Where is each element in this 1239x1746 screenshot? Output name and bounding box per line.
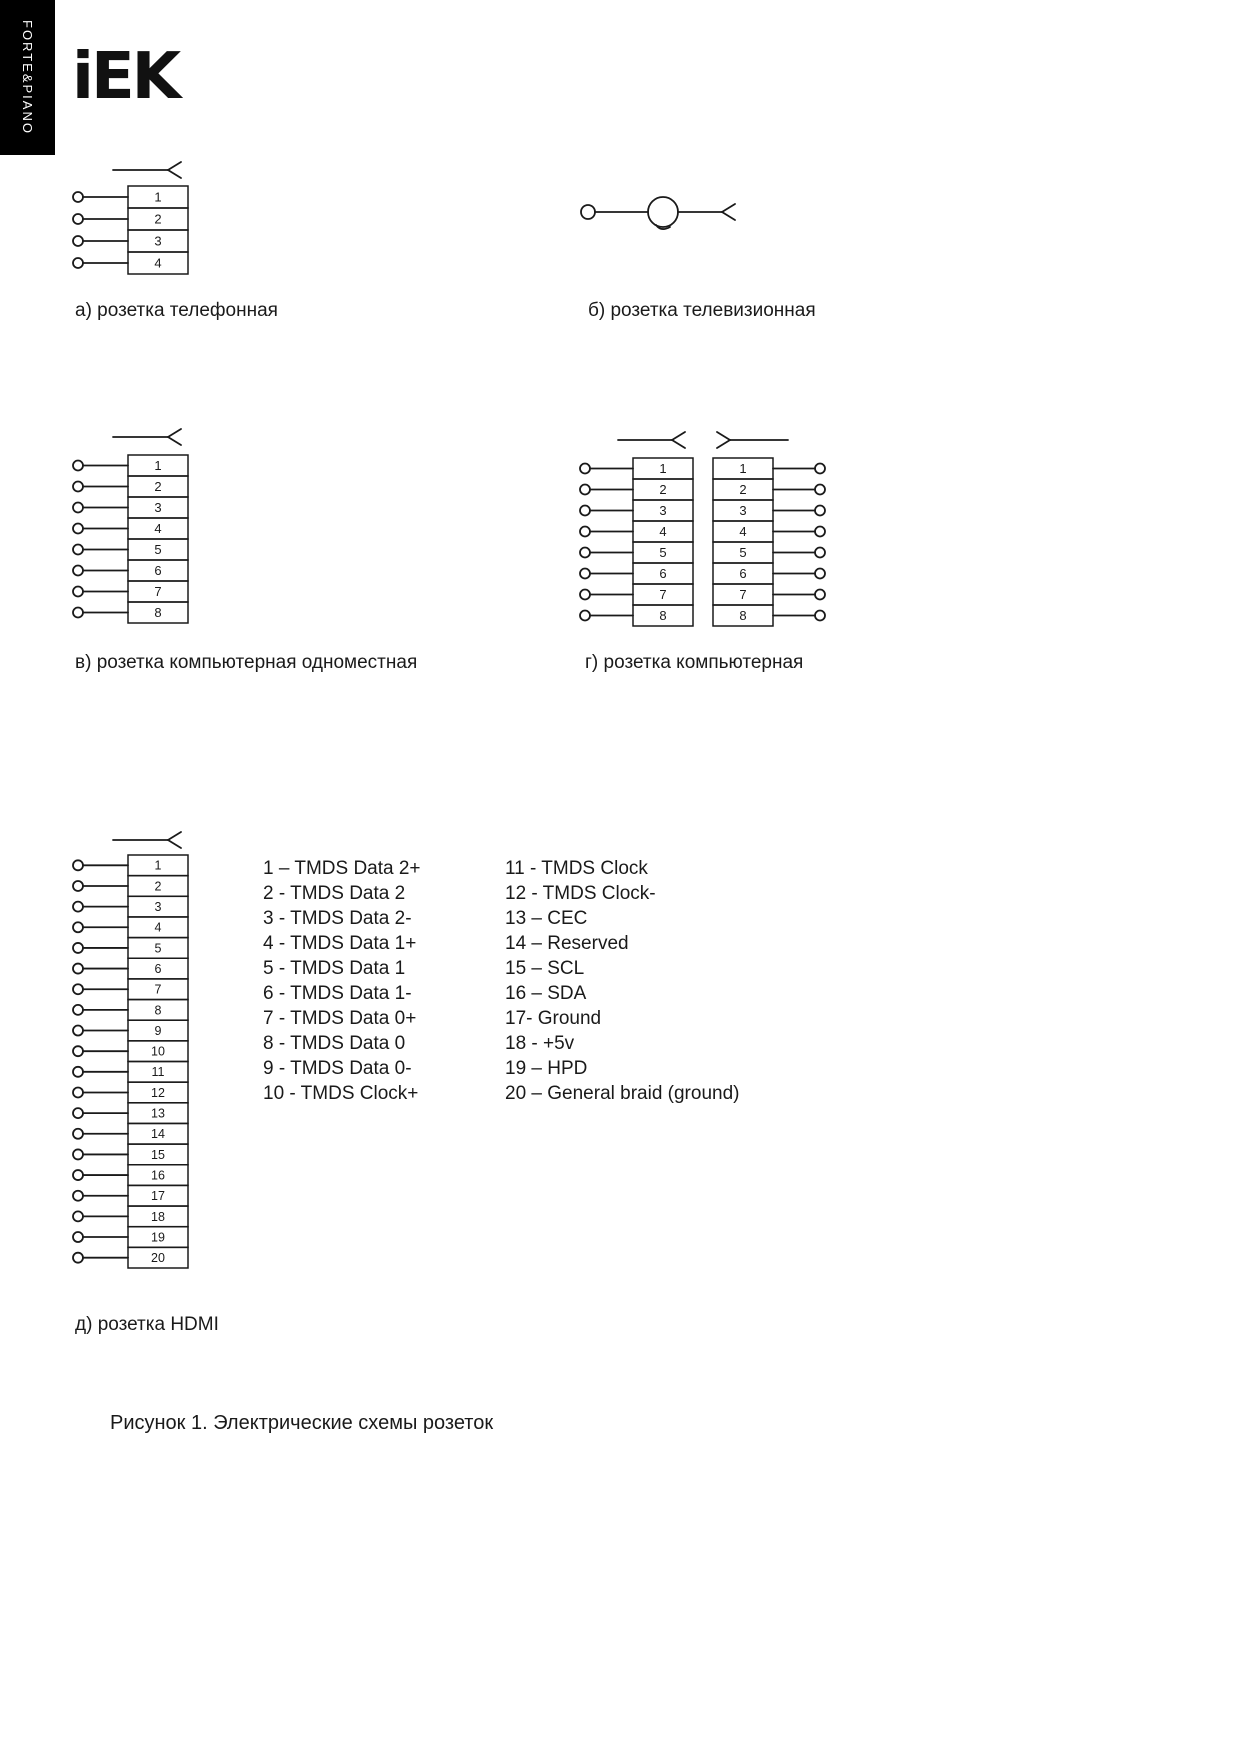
pin-row — [73, 1247, 188, 1268]
pin-row — [73, 252, 188, 274]
pin-terminal-icon — [581, 205, 595, 219]
hdmi-legend-item: 8 - TMDS Data 0 — [263, 1033, 406, 1054]
hdmi-legend-item: 3 - TMDS Data 2- — [263, 908, 412, 929]
pin-number: 2 — [154, 211, 162, 227]
hdmi-legend-item: 15 – SCL — [505, 958, 585, 979]
hdmi-legend-item: 19 – HPD — [505, 1058, 588, 1079]
pin-row — [73, 1000, 188, 1021]
pin-number: 17 — [151, 1189, 165, 1204]
hdmi-legend-item: 9 - TMDS Data 0- — [263, 1058, 412, 1079]
pin-row — [73, 896, 188, 917]
telephone-socket-diagram — [60, 155, 205, 285]
pin-terminal-icon — [73, 1170, 83, 1180]
pin-row — [713, 584, 825, 605]
pin-number: 1 — [154, 858, 162, 873]
pin-terminal-icon — [73, 1108, 83, 1118]
pin-row — [580, 521, 693, 542]
hdmi-legend-item: 13 – CEC — [505, 908, 588, 929]
pin-terminal-icon — [73, 860, 83, 870]
pin-terminal-icon — [580, 590, 590, 600]
pin-number: 8 — [739, 608, 747, 624]
hdmi-legend-item: 16 – SDA — [505, 983, 587, 1004]
pin-number: 13 — [151, 1106, 165, 1121]
pin-number: 2 — [739, 482, 747, 498]
pin-terminal-icon — [73, 1005, 83, 1015]
pin-row — [73, 979, 188, 1000]
pin-terminal-icon — [815, 548, 825, 558]
pin-row — [73, 1144, 188, 1165]
pin-terminal-icon — [73, 566, 83, 576]
hdmi-legend-item: 11 - TMDS Clock — [505, 858, 648, 879]
pin-number: 6 — [154, 563, 162, 579]
pin-row — [73, 497, 188, 518]
hdmi-socket-diagram — [60, 820, 205, 1275]
computer-socket-single-diagram — [60, 420, 205, 635]
pin-row — [73, 560, 188, 581]
pin-terminal-icon — [73, 258, 83, 268]
pin-row — [73, 1041, 188, 1062]
pin-row — [73, 1020, 188, 1041]
pin-terminal-icon — [815, 485, 825, 495]
tv-socket-diagram — [570, 185, 760, 245]
pin-terminal-icon — [73, 545, 83, 555]
pin-row — [73, 476, 188, 497]
pin-terminal-icon — [73, 881, 83, 891]
pin-row — [73, 1062, 188, 1083]
pin-terminal-icon — [580, 611, 590, 621]
pin-row — [73, 917, 188, 938]
pin-terminal-icon — [815, 569, 825, 579]
pin-row — [73, 1185, 188, 1206]
pin-terminal-icon — [73, 1211, 83, 1221]
diagram-a-label: а) розетка телефонная — [75, 300, 278, 321]
hdmi-legend-item: 14 – Reserved — [505, 933, 629, 954]
pin-terminal-icon — [73, 1046, 83, 1056]
hdmi-legend-item: 10 - TMDS Clock+ — [263, 1083, 419, 1104]
hdmi-legend-item: 4 - TMDS Data 1+ — [263, 933, 417, 954]
pin-number: 5 — [154, 941, 162, 956]
pin-terminal-icon — [580, 548, 590, 558]
pin-row — [580, 479, 693, 500]
pin-terminal-icon — [73, 1253, 83, 1263]
pin-terminal-icon — [73, 236, 83, 246]
pin-row — [73, 208, 188, 230]
figure-caption: Рисунок 1. Электрические схемы розеток — [110, 1412, 494, 1434]
pin-box — [580, 458, 693, 626]
pin-row — [73, 186, 188, 208]
pin-terminal-icon — [73, 503, 83, 513]
pin-row — [73, 1082, 188, 1103]
pin-box — [713, 458, 825, 626]
pin-terminal-icon — [73, 524, 83, 534]
pin-row — [73, 518, 188, 539]
pin-number: 8 — [154, 1003, 162, 1018]
plug-symbol — [113, 162, 181, 178]
pin-row — [73, 230, 188, 252]
pin-number: 7 — [154, 584, 162, 600]
pin-terminal-icon — [815, 527, 825, 537]
pin-terminal-icon — [73, 214, 83, 224]
diagram-d-label: д) розетка HDMI — [75, 1314, 219, 1335]
pin-row — [713, 542, 825, 563]
pin-row — [73, 539, 188, 560]
brand-spine-text: FORTE&PIANO — [20, 20, 35, 135]
pin-number: 15 — [151, 1147, 165, 1162]
pin-row — [73, 938, 188, 959]
pin-number: 7 — [739, 587, 747, 603]
pin-terminal-icon — [73, 461, 83, 471]
pin-row — [73, 1206, 188, 1227]
pin-number: 1 — [154, 189, 162, 205]
pin-terminal-icon — [815, 506, 825, 516]
hdmi-legend-item: 12 - TMDS Clock- — [505, 883, 656, 904]
pin-terminal-icon — [580, 569, 590, 579]
pin-row — [713, 458, 825, 479]
pin-terminal-icon — [73, 1067, 83, 1077]
pin-number: 14 — [151, 1127, 165, 1142]
pin-box — [73, 186, 188, 274]
pin-terminal-icon — [73, 1149, 83, 1159]
pin-number: 12 — [151, 1085, 165, 1100]
pin-row — [73, 1123, 188, 1144]
hdmi-legend-item: 18 - +5v — [505, 1033, 575, 1054]
iek-logo: iEK — [72, 40, 179, 114]
pin-number: 4 — [739, 524, 747, 540]
pin-terminal-icon — [73, 1026, 83, 1036]
pin-number: 4 — [154, 255, 162, 271]
pin-row — [73, 455, 188, 476]
pin-number: 7 — [154, 982, 162, 997]
pin-row — [713, 500, 825, 521]
hdmi-legend-item: 5 - TMDS Data 1 — [263, 958, 406, 979]
pin-box — [73, 855, 188, 1268]
plug-symbol — [717, 432, 788, 448]
pin-number: 1 — [739, 461, 747, 477]
pin-row — [713, 563, 825, 584]
diagram-b-label: б) розетка телевизионная — [588, 300, 816, 321]
pin-terminal-icon — [73, 1191, 83, 1201]
pin-row — [73, 876, 188, 897]
pin-number: 6 — [154, 961, 162, 976]
hdmi-legend-item: 17- Ground — [505, 1008, 602, 1029]
pin-terminal-icon — [73, 943, 83, 953]
pin-terminal-icon — [73, 1129, 83, 1139]
pin-number: 16 — [151, 1168, 165, 1183]
hdmi-legend-item: 7 - TMDS Data 0+ — [263, 1008, 417, 1029]
hdmi-legend-item: 6 - TMDS Data 1- — [263, 983, 412, 1004]
pin-terminal-icon — [73, 964, 83, 974]
hdmi-pin-legend-col1 — [263, 856, 421, 1106]
pin-number: 5 — [659, 545, 667, 561]
pin-row — [73, 1103, 188, 1124]
hdmi-pin-legend-col2 — [505, 856, 739, 1106]
pin-row — [580, 605, 693, 626]
pin-number: 7 — [659, 587, 667, 603]
pin-row — [73, 581, 188, 602]
pin-row — [580, 563, 693, 584]
pin-terminal-icon — [73, 192, 83, 202]
pin-number: 2 — [154, 879, 162, 894]
pin-row — [580, 458, 693, 479]
pin-number: 3 — [154, 900, 162, 914]
pin-row — [713, 605, 825, 626]
hdmi-legend-item: 2 - TMDS Data 2 — [263, 883, 406, 904]
pin-terminal-icon — [73, 587, 83, 597]
computer-socket-double-diagram — [570, 420, 840, 635]
pin-number: 19 — [151, 1230, 165, 1245]
hdmi-legend-item: 1 – TMDS Data 2+ — [263, 858, 421, 879]
pin-number: 5 — [154, 542, 162, 558]
pin-terminal-icon — [73, 1087, 83, 1097]
pin-terminal-icon — [580, 506, 590, 516]
pin-row — [713, 521, 825, 542]
pin-number: 2 — [154, 479, 162, 495]
pin-terminal-icon — [73, 984, 83, 994]
pin-number: 4 — [154, 521, 162, 537]
pin-row — [580, 584, 693, 605]
pin-terminal-icon — [73, 608, 83, 618]
pin-number: 11 — [151, 1065, 165, 1080]
pin-terminal-icon — [580, 485, 590, 495]
pin-terminal-icon — [73, 922, 83, 932]
pin-terminal-icon — [815, 611, 825, 621]
pin-row — [73, 958, 188, 979]
pin-terminal-icon — [73, 482, 83, 492]
pin-terminal-icon — [815, 590, 825, 600]
pin-number: 5 — [739, 545, 747, 561]
pin-number: 18 — [151, 1209, 165, 1224]
pin-number: 2 — [659, 482, 667, 498]
pin-number: 1 — [659, 461, 667, 477]
pin-row — [73, 855, 188, 876]
plug-symbol — [618, 432, 685, 448]
tv-coupler-symbol — [581, 197, 735, 229]
pin-number: 3 — [659, 503, 667, 519]
pin-terminal-icon — [580, 527, 590, 537]
pin-row — [580, 500, 693, 521]
pin-number: 3 — [739, 503, 747, 519]
pin-number: 10 — [151, 1044, 165, 1059]
pin-terminal-icon — [580, 464, 590, 474]
pin-number: 4 — [154, 920, 162, 935]
brand-spine — [0, 0, 55, 155]
pin-number: 8 — [154, 605, 162, 621]
diagram-v-label: в) розетка компьютерная одноместная — [75, 652, 418, 673]
pin-row — [73, 1227, 188, 1248]
pin-number: 8 — [659, 608, 667, 624]
pin-row — [580, 542, 693, 563]
pin-number: 3 — [154, 500, 162, 516]
pin-number: 4 — [659, 524, 667, 540]
pin-row — [73, 1165, 188, 1186]
pin-number: 6 — [739, 566, 747, 582]
pin-box — [73, 455, 188, 623]
pin-number: 1 — [154, 458, 162, 474]
pin-number: 9 — [154, 1023, 162, 1038]
pin-terminal-icon — [73, 1232, 83, 1242]
pin-terminal-icon — [73, 902, 83, 912]
pin-number: 3 — [154, 233, 162, 249]
pin-number: 20 — [151, 1251, 165, 1266]
diagram-g-label: г) розетка компьютерная — [585, 652, 804, 673]
pin-number: 6 — [659, 566, 667, 582]
plug-symbol — [113, 429, 181, 445]
hdmi-legend-item: 20 – General braid (ground) — [505, 1083, 740, 1104]
pin-row — [73, 602, 188, 623]
plug-symbol — [113, 832, 181, 848]
pin-terminal-icon — [815, 464, 825, 474]
pin-row — [713, 479, 825, 500]
